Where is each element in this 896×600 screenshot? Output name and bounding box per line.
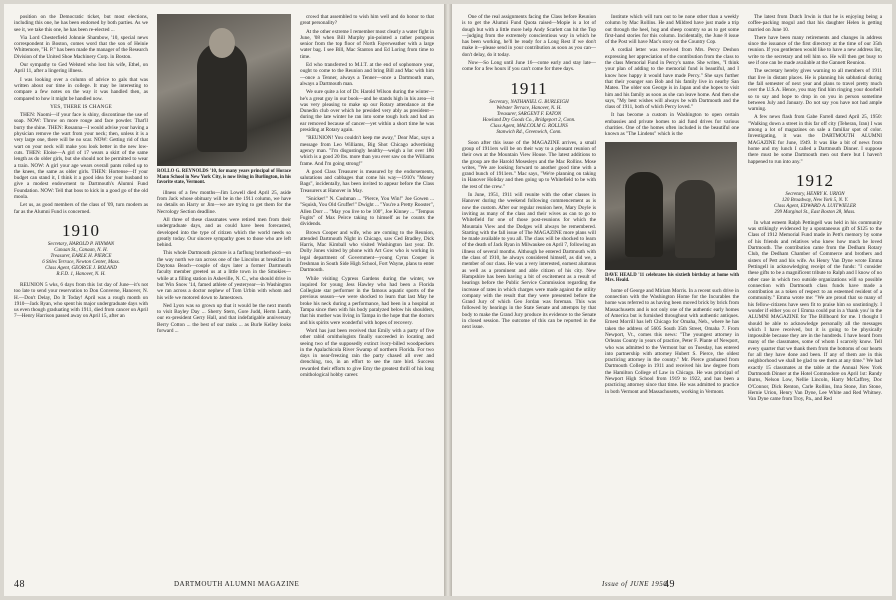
photo-figure-man [625, 172, 663, 257]
binding-gutter [444, 4, 452, 596]
officer-line: Class Agent, EDWARD A. LUITWIELER [774, 203, 856, 209]
paragraph: At the other extreme I remember most clearly a water fight in June, '08 when Bill Murphy pin-pointed a rather pompous senior from the top floor of North Fayerweather with a large water bag. I see Bill, Mac Stanton and Ed Loring from time to time. [300, 28, 434, 60]
paragraph: There have been many retirements and changes in address since the issuance of the first directory at the time of our 35th reunion. If you gentlemen would like to have a new address list, write to the secretary and tell him so. He will then get busy to see if one can be made available at the Gannett Reunion. [748, 34, 882, 67]
left-page [4, 4, 444, 596]
right-page [452, 4, 892, 596]
paragraph: Brown Cooper and wife, who are coming to the Reunion, attended Dartmouth Night in Chicago, saw Ced Bradley, Dick Harris, Mac Kimball who visited Washington last year. Dr. Dolly Jones visited by phone with Art Gow who is working in legal department of Government—young Cyrus Cooper is freshman in South Side High School, Fort Wayne, plans to enter Dartmouth. [300, 229, 434, 274]
officer-line: Secretary, HENRY K. URION [785, 191, 845, 197]
page-number: 48 [14, 579, 25, 590]
paragraph: position on the Democratic ticket, but most elections, including this one, he has been endorsed by both parties. As we see it, we take this one, he has been re-elected ... [14, 14, 148, 33]
paragraph: We sure quite a lot of Dr. Harold Wilson during the winter—he's a great guy in our book—and he stands high in his area—it was very pleasing to make up our Rotary attendance at the Dunedin club over which he presided very ably as president—during the late winter he ran into some tough luck and had an ear removed because of cancer—yet within a short time he was presiding at Rotary again. [300, 89, 434, 134]
officer-line: Secretary, HAROLD P. HINMAN [47, 241, 115, 247]
class-officers [14, 242, 148, 278]
photo-caption: DAVE HEALD '11 celebrates his sixtieth birthday at home with Mrs. Heald. [605, 272, 739, 284]
paragraph: While visiting Cypress Gardens during the winter, we inquired for young Jess Hawley who had been a Florida Collegiate star performer in the famous aquatic sports of the previous season—we were shocked to learn that last May he broke his neck during a performance, had been in a hospital at Tampa since then with his body paralyzed below his shoulders, that his mother was living in Tampa in the hope that the doctors and his spirits were wonderful with hopes of recovery. [300, 275, 434, 326]
paragraph: It has become a custom in Washington to open certain embassies and private homes to aid fund drives for various charities. One of the homes often included is the beautiful one known as "The Lindens" which is the [605, 112, 739, 138]
section-title: YES, THERE IS CHANGE [50, 103, 112, 110]
paragraph: Our sympathy to Ged Welsted who lost his wife, Ethel, on April 11, after a lingering illness. [14, 62, 148, 75]
paragraph: A cordial letter was received from Mrs. Percy Deshon expressing her appreciation of the contribution from the class to the class Memorial Fund in Percy's name. She writes, "I think your plan of adding to the memorial fund is beautiful, and I know how happy it would have made Percy." She says further that their younger son Bob and his family live in nearby San Mateo. The older son George is in Japan and she hopes to visit him and his family as soon as she can leave home. And then she says, "My best wishes will always be with Dartmouth and the class of 1911, both of which Percy loved." [605, 47, 739, 111]
officer-line: Howland Dry Goods Co., Bridgeport 2, Conn. [482, 117, 576, 123]
paragraph: Soon after this issue of the MAGAZINE arrives, a small group of 1911ers will be on their way to a pleasant reunion of their own at the Mountain View House. The latest additions to the group are the Harold Mosesleys and the Mac Rollins. Mose writes, "We are looking forward to another good time with a grand bunch of 1911ers." Mac says, "We're planning on taking in Hanover Holiday and then going up to Whitefield to be with the rest of the crew." [462, 139, 596, 190]
officer-line: Treasurer, SARGENT F. EATON [496, 111, 562, 117]
paragraph: The secretary hereby gives warning to all members of 1911 that live in distant places. He is planning his sabbatical during the fall semester of next year and plans to travel pretty much over the U.S.A. Hence, you may find him ringing your doorbell so to say and hope to drop in on you in person sometime between July and January. Do not say you have not had ample warning. [748, 68, 882, 113]
paragraph: I was looking over a column of advice to gals that was written about our time in college. It may be interesting to compare a few notes on the way it was handled then, as compared to how it might be handled now. [14, 76, 148, 102]
photo-figure-woman [675, 180, 715, 258]
class-year-heading: 1910 [62, 220, 100, 240]
left-column-2 [157, 14, 291, 574]
officer-line: Secretary, NATHANIEL G. BURLEIGH [489, 99, 569, 105]
paragraph: A good Class Treasurer is measured by the endorsements, salutations and cabbages that come his way—1910's "Money Bags", incidentally, has been invited to appear before the Class Treasurers at Hanover in May. [300, 168, 434, 194]
officer-line: 299 Marginal St., East Boston 28, Mass. [774, 209, 856, 215]
paragraph: In June, 1951, 1911 will reunite with the other classes in Hanover during the weekend following commencement as is now the custom. After our regular reunion here, Mary Doyle is inviting as many of the class and their wives as can to go to Whitefield for one of those post-reunions for which the Mountain View and the Dodges will always be remembered. Starting with the fall issue of The MAGAZINE more plans will be made available to you all. The class will be shocked to learn of the death of Jack Ryan in Milwaukee on April 7, following an illness of several months. Although he entered Dartmouth with the class of 1910, he always considered himself, as did we, a member of our class. He was a very interested, earnest alumnus as well as a prominent and able citizen of his city. New Hampshire has been having a bit of excitement as a result of hearings before the Public Service Commission regarding the increase of rates in which charges were made against the utility company with the result that they were presented before the Grand Jury of which Geo Jordan was foreman. This was followed by hearings in the State Senate and attempts by that body to make the Grand Jury produce its evidence to the Senate in closed session. The outcome of this can be reported in the next issue. [462, 192, 596, 331]
paragraph: Ned Lyon was so grown up that it would be the next month to visit Bayley Day ... Sherry Stern, Gore Judd, Herm Lamb, our ex-president Gerry Hall, and that indefatigable anniversary Berry Cotton ... the best of our ranks ... as Burle Kelley looks forward ... [157, 302, 291, 335]
paragraph: REUNION 5 wks, 6 days from this 1st day of June—it's not too late to send your reservation to Don Converse, Hanover, N. H.—Don't Delay, Do It Today! April was a rough month on 1910—Jack Ryan, who spent his major undergraduate days with us even though graduating with 1911, died from cancer on April 7—Henry Harrison passed away on April 15, after an [14, 281, 148, 320]
officer-line: 6 Stiles Terrace, Newton Center, Mass. [42, 259, 120, 265]
officer-line: Stanwich Rd., Greenwich, Conn. [496, 129, 562, 135]
photo-caption: ROLLO G. REYNOLDS '10, for many years principal of Horace Mann School in New York City, is now living in Burlington, in his favorite state, Vermont. [157, 169, 291, 186]
class-year-heading: 1911 [510, 78, 548, 98]
right-column-3 [748, 14, 882, 574]
paragraph: A few news flash from Gabe Farrell dated April 25, 1950: "Walking down a street in this far off city (Teheran, Iran) I was among a lot of magazines on sale a familiar spot of color. Investigating, it was the DARTMOUTH ALUMNI MAGAZINE for June, 1949. It was like a bit of news from home and my lunch I called a Dartmouth Dinner. I suppose there must be some Dartmouth men out there but I haven't happened to run into any." [748, 114, 882, 165]
paragraph: home of George and Miriam Morris. In a recent such drive in connection with the Washington Home for the Incurables the home was referred to as having been moved brick by brick from Massachusetts and is not only one of the authentic early homes of America but is furnished throughout with authentic antiques. Ernest Morrill has left Chicago for Omaha, Neb., where he has taken the address of 5605 South 35th Street, Omaha 7. From Newport, Vt., comes this news: "The youngest attorney in Orleans County in years of practice, Peter F. Plante of Newport, who was admitted to the Vermont bar on Tuesday, has entered into partnership with attorney Hubert S. Pierce, the oldest practicing attorney in the county." Mr. Pierce graduated from Dartmouth College in 1911 and received his law degree from the Hamilton College of Law in Chicago. He was principal of Newport High School from 1919 to 1922, and has been a practicing attorney since that time. He was admitted to practice in both Vermont and Massachusetts, working in Vermont. [605, 287, 739, 395]
paragraph: illness of a few months—Jim Lowell died April 25, aside from Jack whose obituary will be in the 1911 column, we have no details on Harry or Jim—we are trying to get them for the Necrology Section deadline. [157, 189, 291, 215]
paragraph: Let us, as good members of the class of '09, turn modern as far as the Alumni Fund is concerned. [14, 202, 148, 215]
couple-photo [605, 142, 737, 270]
class-officers [748, 192, 882, 216]
officer-line: Class Agent, GEORGE J. BOLAND [45, 265, 117, 271]
officer-line: Class Agent, MALCOLM G. ROLLINS [490, 123, 568, 129]
paragraph: Institute which will turn out to be none other than a weekly column by Mac Rollins. He and Mildred have just made a trip out through the heel, hog and sheep country so as to get some first-hand stories for this column. Incidentally, the June 8 issue of the Post will have Mac's story on the Country Cop. [605, 14, 739, 46]
class-officers [462, 100, 596, 136]
paragraph: This whole Dartmouth picture is a farflung brotherhood—on the way north we ran across one of the Lincolns at breakfast in Daytona Beach—couple of days later a former Dartmouth faculty member greeted us at a little town in the Smokies—while at a filling station in Asheville, N. C., who should drive in but Win Snow '14, famed athlete of yesteryear—in Washington we ran across a doctor nephew of Tom Urbin with whom and his wife we motored down to Jamestown. [157, 250, 291, 301]
page-number: 49 [664, 579, 675, 590]
left-column-3 [300, 14, 434, 574]
magazine-title: DARTMOUTH ALUMNI MAGAZINE [174, 580, 300, 588]
paragraph: Now—So Long until June 16—come early and stay late—come for a few hours if you can't come for three days. [462, 60, 596, 73]
right-column-1 [462, 14, 596, 574]
officer-line: Treasurer, EARLE H. PIERCE [50, 253, 112, 259]
officer-line: 120 Broadway, New York 5, N. Y. [781, 197, 849, 203]
paragraph: The latest from Dutch Irwin is that he is enjoying being a coffee-packing mogul and that his daughter Helen is getting married on June 10. [748, 14, 882, 33]
portrait-head [209, 28, 235, 58]
paragraph: All three of these classmates were retired men from their undergraduate days, and as could have been forecasted, developed into the type of citizen which the world needs so greatly today. Our sincere sympathy goes to those who are left behind. [157, 216, 291, 249]
right-column-2 [605, 14, 739, 574]
portrait-figure [197, 42, 247, 152]
paragraph: THEN: Naomi—if your face is shiny, discontinue the use of soap. NOW: Throw on more rouge and face powder. That'll burry the shine. THEN: Rosanna—I would advise your having a physician remove the wart from your neck; then, unless it is a very large one, there will be no scar. NOW: Getting rid of that wart on your neck will make you look better in the new low-cuts. THEN: Eloise—A girl of 17 wears a skirt of the same length as do older girls, but she should not be permitted to wear a train. NOW: A girl your age wears overall pants rolled up to the knees, the same as older girls. THEN: Hortense—If your budget can stand it, I think it a good idea for your husband to give a modest endowment to Dartmouth's Alumni Fund Foundation. NOW: Tell that boss to kick in a good go of the old moola. [14, 112, 148, 201]
officer-line: Canaan St., Canaan, N. H. [54, 247, 108, 253]
paragraph: Via Lord Chesterfield Johnnie Shambow, '10, special news correspondent in Boston, comes word that the son of Heinie Whittemore, "H. P." has been made the manager of the Research Division of the United Shoe Machinery Corp. in Boston. [14, 34, 148, 60]
paragraph: "Snicker!" N. Cushman ... "Pierce, You Win!" Joe Gowen ... "Squish, You Old Gruffer!" Dwight ... "You're a Pretty Rooster", Allen Dorr ... "May you live to be 100", Joe Kinney ... "Tempus Fugits" of Max Peirce taking to himself as he counts the dividends. [300, 196, 434, 228]
officer-line: Webster Terrace, Hanover, N. H. [496, 105, 562, 111]
officer-line: R.F.D. 1, Hanover, N. H. [56, 271, 106, 277]
paragraph: "REUNION! You couldn't keep me away," Dear Mac, says a message from Leo Williams, Big Shot Chicago advertising agency man. "I'm disgustingly healthy—weigh a lot over 180 which is a good 20 lbs. more than you ever saw on the Williams frame. And I'm going strong!" [300, 135, 434, 167]
paragraph: Ed who transferred to M.I.T. at the end of sophomore year, ought to come to the Reunion and bring Bill and Mac with him—once a Tenner, always a Tenner—once a Dartmouth man, always a Dartmouth man. [300, 62, 434, 87]
portrait-photo [157, 14, 291, 166]
issue-label: Issue of JUNE 1950 [602, 580, 668, 588]
paragraph: Word has just been received that Emily with a party of five other rabid ornithologists finally succeeded in locating and seeing two of the supposedly extinct ivory-billed woodpeckers in the Apalachicola River Swamp of northern Florida. For two days in near-freezing rain the party chased all over and drenching, too, in an effort to see the rare bird. Success rewarded their efforts to give Emy the greatest thrill of his long ornithological hobby career. [300, 327, 434, 379]
class-year-heading: 1912 [796, 170, 834, 190]
paragraph: One of the real assignments facing the Class before Reunion is to get the Alumni Fund Quota raised—Mopie is a lot of dough but with a little more help Andy Scarlett can hit the Top—judging from the extremely conscientious way in which he has been working, he'll be ready for a Long Rest if we don't make it—please send in your contribution as soon as you can—don't delay, do it today. [462, 14, 596, 58]
left-column-1 [14, 14, 148, 574]
paragraph: crowd that assembled to wish him well and do honor to that great personality? [300, 14, 434, 27]
paragraph: In what esteem Ralph Pettingell was held in his community was strikingly evidenced by a spontaneous gift of $125 to the Class of 1912 Memorial Fund made in Pett's memory by some of his friends and relatives who knew how much he loved Dartmouth. The contribution came from the Dedham Rotary Club, the Dedham Chamber of Commerce and brothers and sisters of Pett and his wife. As Henry Van Dyne wrote Emma Pettingell in acknowledging receipt of the funds: "I consider these gifts to be a magnificent tribute to Ralph and I know of no other case in which two outside organizations will so possible connection with Dartmouth class funds have made a contribution as a token of respect to an esteemed resident of a community." Emma wrote me: "We are proud that so many of his fellow-citizens have seen fit to praise him so unstintingly. I wonder if either you or I Emma could put in a 'thank you' in the ALUMNI MAGAZINE for The Billboard for me. I thought I should be able to acknowledge personally all the messages which I have received, but it is going to be physically impossible because they are in the hundreds. I have heard from many of the classmates, some of whom I scarcely know. Tell every quarter that we thank them from the bottoms of our hearts for all they have done and been. If any of them are in this neighborhood we shall be glad to see them at any time." We had exactly 15 classmates at the table at the Annual New York Dartmouth Dinner at the Hotel Commodore on April 1st: Randy Burns, Nelson Low, Nellie Lincoln, Harry McCaffrey, Doc O'Connor, Dick Renton, Carle Rollins, Ima Stone, Jim Stone, Hernie Urion, Henry Van Dyne, Lee White and Red Whitney. Van Dyne came from Troy, Pa., and Red [748, 219, 882, 403]
